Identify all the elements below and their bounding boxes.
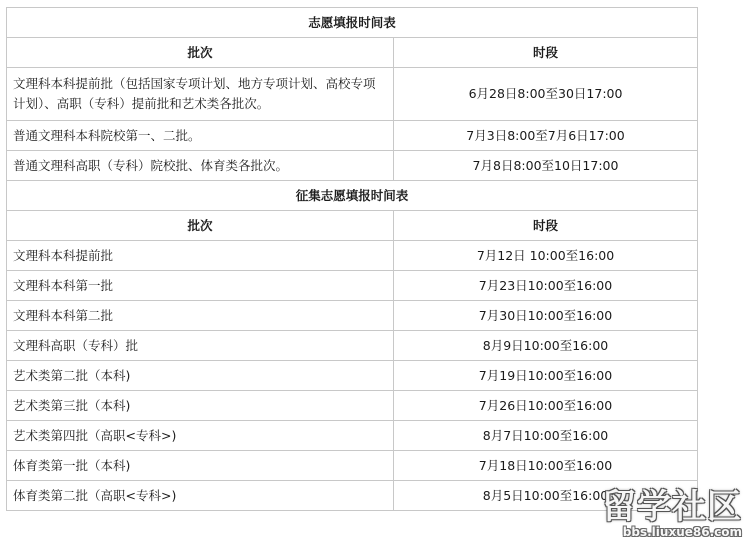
batch-cell: 艺术类第四批（高职<专科>)	[7, 421, 394, 451]
schedule-table	[6, 7, 698, 511]
table-row	[7, 121, 698, 151]
batch-cell: 文理科高职（专科）批	[7, 331, 394, 361]
watermark-url: bbs.liuxue86.com	[622, 525, 742, 539]
table-row	[7, 301, 698, 331]
table2-header-time: 时段	[394, 211, 698, 241]
batch-cell: 普通文理科高职（专科）院校批、体育类各批次。	[7, 151, 394, 181]
table1-header-batch: 批次	[7, 38, 394, 68]
table2-header-batch: 批次	[7, 211, 394, 241]
watermark-logo-text: 留学社区	[602, 487, 742, 527]
table2-header-row	[7, 211, 698, 241]
table2-title: 征集志愿填报时间表	[7, 181, 698, 211]
table1-title: 志愿填报时间表	[7, 8, 698, 38]
time-cell: 7月18日10:00至16:00	[394, 451, 698, 481]
table-row	[7, 241, 698, 271]
time-cell: 8月7日10:00至16:00	[394, 421, 698, 451]
table1-title-row	[7, 8, 698, 38]
time-cell: 7月8日8:00至10日17:00	[394, 151, 698, 181]
table-row	[7, 68, 698, 121]
batch-cell: 普通文理科本科院校第一、二批。	[7, 121, 394, 151]
table-row	[7, 391, 698, 421]
time-cell: 6月28日8:00至30日17:00	[394, 68, 698, 121]
table-row	[7, 271, 698, 301]
table1-header-time: 时段	[394, 38, 698, 68]
time-cell: 8月9日10:00至16:00	[394, 331, 698, 361]
batch-cell: 体育类第一批（本科)	[7, 451, 394, 481]
table2-title-row	[7, 181, 698, 211]
table-row	[7, 421, 698, 451]
batch-cell: 艺术类第三批（本科)	[7, 391, 394, 421]
time-cell: 7月30日10:00至16:00	[394, 301, 698, 331]
batch-cell: 艺术类第二批（本科)	[7, 361, 394, 391]
time-cell: 7月23日10:00至16:00	[394, 271, 698, 301]
batch-cell: 文理科本科提前批（包括国家专项计划、地方专项计划、高校专项计划）、高职（专科）提前批和艺术类各批次。	[7, 68, 394, 121]
table1-header-row	[7, 38, 698, 68]
time-cell: 7月19日10:00至16:00	[394, 361, 698, 391]
batch-cell: 体育类第二批（高职<专科>)	[7, 481, 394, 511]
batch-cell: 文理科本科提前批	[7, 241, 394, 271]
time-cell: 7月3日8:00至7月6日17:00	[394, 121, 698, 151]
table-row	[7, 331, 698, 361]
batch-cell: 文理科本科第二批	[7, 301, 394, 331]
table-row	[7, 361, 698, 391]
table-row	[7, 151, 698, 181]
table-row	[7, 481, 698, 511]
batch-cell: 文理科本科第一批	[7, 271, 394, 301]
time-cell: 7月12日 10:00至16:00	[394, 241, 698, 271]
time-cell: 8月5日10:00至16:00	[394, 481, 698, 511]
table-row	[7, 451, 698, 481]
time-cell: 7月26日10:00至16:00	[394, 391, 698, 421]
